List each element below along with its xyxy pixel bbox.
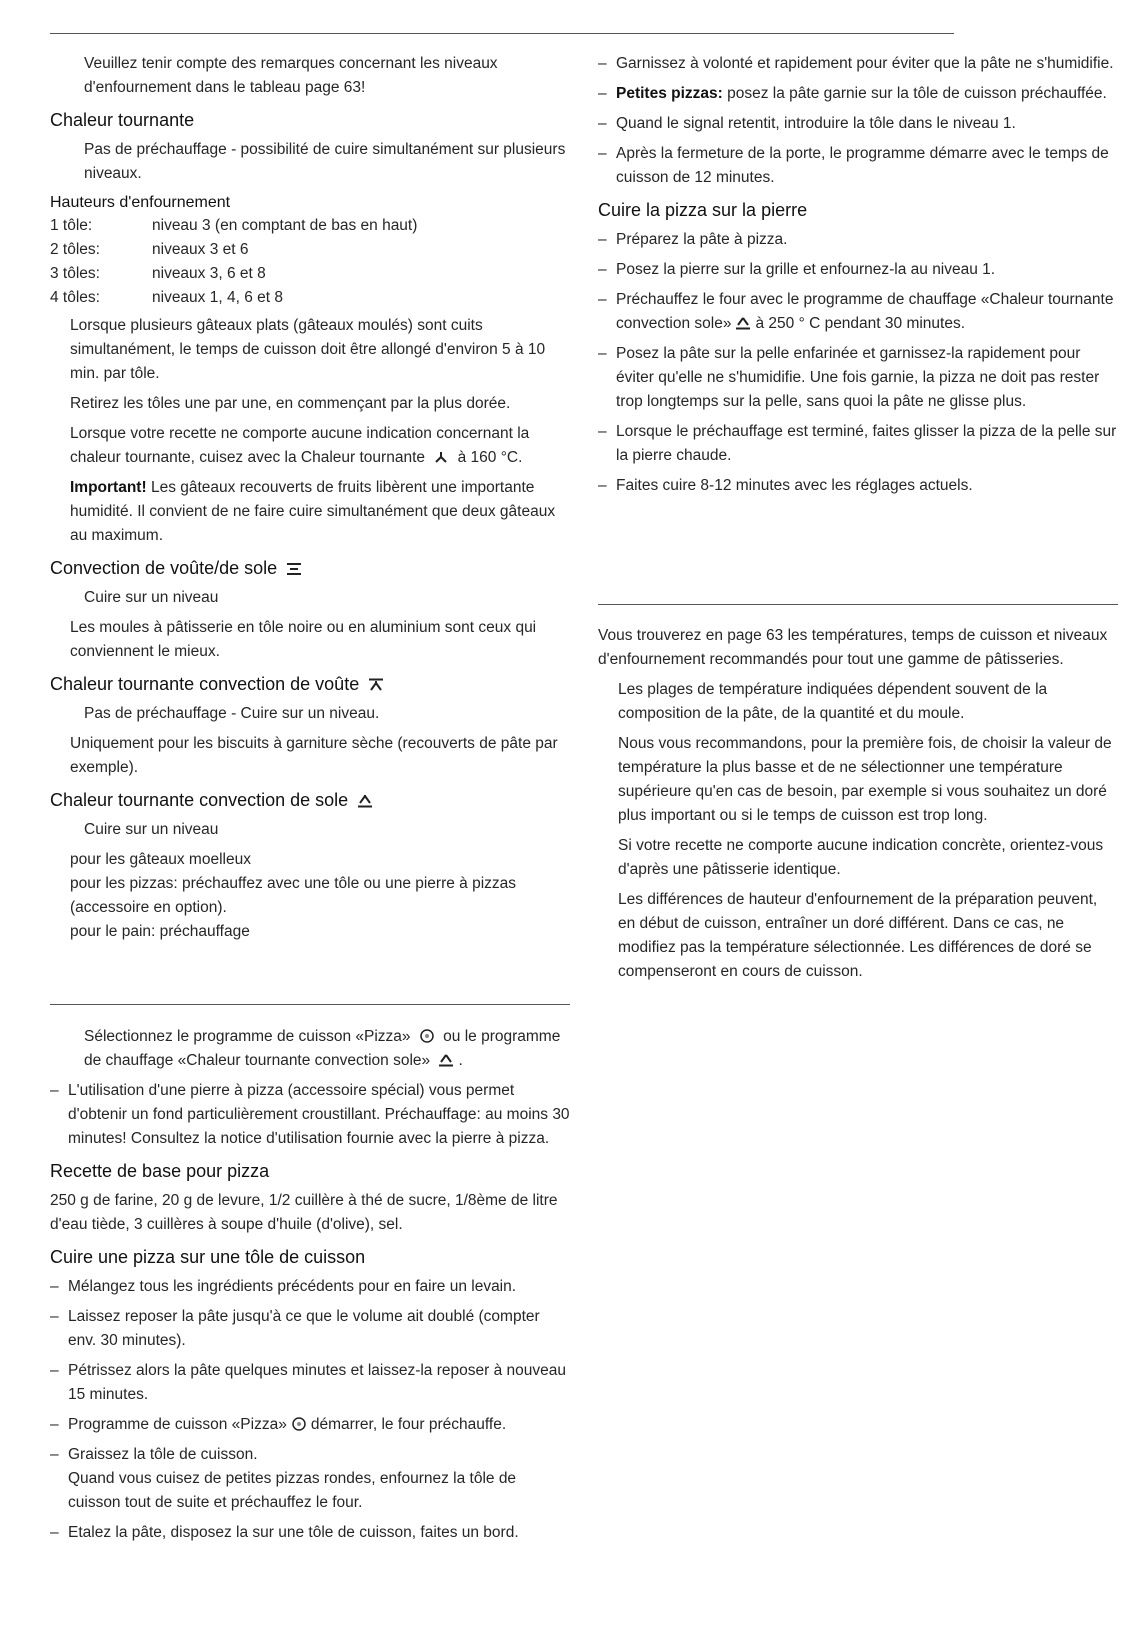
- tray-step-cont: [598, 52, 1118, 76]
- dash-bullet: –: [598, 477, 607, 494]
- stone-step: [598, 228, 1118, 252]
- tray-step-text: Pétrissez alors la pâte quelques minutes et laissez-la reposer à nouveau 15 minutes.: [68, 1362, 566, 1403]
- tray-step-text: [68, 1413, 570, 1437]
- stone-step-text: Faites cuire 8-12 minutes avec les réglages actuels.: [616, 477, 973, 494]
- stone-step: [598, 474, 1118, 498]
- heights-value: niveaux 1, 4, 6 et 8: [152, 289, 283, 306]
- stone-step: [598, 342, 1118, 414]
- tray-step-part: démarrer, le four préchauffe.: [310, 1416, 507, 1433]
- dash-bullet: –: [50, 1308, 59, 1325]
- stone-step-text: Lorsque le préchauffage est terminé, faites glisser la pizza de la pelle sur la pierre chaude.: [616, 423, 1117, 464]
- tip-paragraph: Si votre recette ne comporte aucune indication concrète, orientez-vous d'après une pâtisserie identique.: [618, 837, 1104, 878]
- top-bottom-title: Convection de voûte/de sole: [50, 558, 278, 578]
- dash-bullet: –: [50, 1362, 59, 1379]
- tray-step: [50, 1359, 570, 1407]
- heights-key: 3 tôles:: [50, 265, 100, 282]
- tip-paragraph: Les différences de hauteur d'enfournement de la préparation peuvent, en début de cuisson, entraîner un doré différent. Dans ce cas, ne modifiez pas la température sélectionnée. Les différences de doré se compenseront en cours de cuisson.: [618, 891, 1098, 980]
- pizza-icon: [419, 1029, 435, 1043]
- hot-air-fan-icon: [433, 450, 449, 464]
- tips-section-rule: [598, 604, 1118, 605]
- dash-bullet: –: [598, 423, 607, 440]
- dash-bullet: –: [50, 1278, 59, 1295]
- tray-step: [50, 1275, 570, 1299]
- stone-step-text: Préparez la pâte à pizza.: [616, 231, 788, 248]
- tray-step: [50, 1443, 570, 1515]
- hot-air-bottom-line: pour les pizzas: préchauffez avec une tôle ou une pierre à pizzas (accessoire en option).: [70, 875, 517, 916]
- heights-value: niveaux 3, 6 et 8: [152, 265, 266, 282]
- top-rule: [50, 33, 954, 34]
- tray-step-cont: [598, 82, 1118, 106]
- hot-air-bottom-heat-icon: [735, 316, 751, 330]
- tip-paragraph: Les plages de température indiquées dépendent souvent de la composition de la pâte, de la quantité et du moule.: [618, 681, 1048, 722]
- hot-air-p3: [50, 422, 570, 470]
- top-bottom-p1: Cuire sur un niveau: [84, 589, 219, 606]
- heights-value: niveaux 3 et 6: [152, 241, 249, 258]
- hot-air-p1: Lorsque plusieurs gâteaux plats (gâteaux moulés) sont cuits simultanément, le temps de cuisson doit être allongé d'environ 5 à 10 min. par tôle.: [70, 317, 546, 382]
- dash-bullet: –: [598, 261, 607, 278]
- recipe-text: 250 g de farine, 20 g de levure, 1/2 cuillère à thé de sucre, 1/8ème de litre d'eau tiède, 3 cuillères à soupe d'huile (d'olive), sel.: [50, 1192, 558, 1233]
- stone-step-part: Préchauffez le four avec le programme de chauffage «Chaleur tournante convection sole»: [616, 291, 1114, 332]
- right-column-tips: [598, 624, 1118, 990]
- left-column-pizza: [50, 1025, 570, 1551]
- tray-step-cont: [598, 142, 1118, 190]
- tray-step-text: Après la fermeture de la porte, le programme démarre avec le temps de cuisson de 12 minutes.: [616, 145, 1109, 186]
- pizza-select-text-2: ou le programme de chauffage «Chaleur tournante convection sole»: [84, 1028, 561, 1069]
- dash-bullet: –: [598, 115, 607, 132]
- heights-heading: Hauteurs d'enfournement: [50, 194, 231, 211]
- tray-step: [50, 1521, 570, 1545]
- hot-air-p3-temp: à 160 °C.: [457, 449, 523, 466]
- stone-step-part: à 250 ° C pendant 30 minutes.: [755, 315, 966, 332]
- dash-bullet: –: [598, 345, 607, 362]
- pizza-icon: [291, 1417, 307, 1431]
- tray-heading: Cuire une pizza sur une tôle de cuisson: [50, 1247, 366, 1267]
- hot-air-top-p1: Pas de préchauffage - Cuire sur un niveau.: [84, 705, 380, 722]
- tray-step-text: [68, 1443, 570, 1515]
- tray-step-text: Laissez reposer la pâte jusqu'à ce que le volume ait doublé (compter env. 30 minutes).: [68, 1308, 540, 1349]
- dash-bullet: –: [50, 1446, 59, 1463]
- right-column-upper: [598, 52, 1118, 504]
- hot-air-bottom-heat-icon: [357, 794, 373, 808]
- tips-intro: Vous trouverez en page 63 les températures, temps de cuisson et niveaux d'enfournement recommandés pour tout une gamme de pâtisseries.: [598, 627, 1108, 668]
- stone-step-text: Posez la pâte sur la pelle enfarinée et garnissez-la rapidement pour éviter qu'elle ne s'humidifie. Une fois garnie, la pizza ne doit pas rester trop longtemps sur la pelle, sans quoi la pâte ne glisse plus.: [616, 345, 1100, 410]
- tray-step-part: Programme de cuisson «Pizza»: [68, 1416, 287, 1433]
- heights-row: [50, 286, 570, 310]
- hot-air-bottom-line: pour le pain: préchauffage: [70, 923, 250, 940]
- small-pizzas-text: posez la pâte garnie sur la tôle de cuisson préchauffée.: [727, 85, 1107, 102]
- tray-step: [50, 1305, 570, 1353]
- small-pizzas-label: Petites pizzas:: [616, 85, 723, 102]
- tray-step-text: [616, 82, 1118, 106]
- stone-step-text: Posez la pierre sur la grille et enfournez-la au niveau 1.: [616, 261, 996, 278]
- recipe-heading: Recette de base pour pizza: [50, 1161, 270, 1181]
- tray-step: [50, 1413, 570, 1437]
- tray-step-text: Quand le signal retentit, introduire la tôle dans le niveau 1.: [616, 115, 1016, 132]
- heights-key: 1 tôle:: [50, 217, 93, 234]
- dash-bullet: –: [50, 1524, 59, 1541]
- pizza-select-text: Sélectionnez le programme de cuisson «Pizza»: [84, 1028, 411, 1045]
- important-note: [50, 476, 570, 548]
- hot-air-heading: Chaleur tournante: [50, 110, 195, 130]
- heights-key: 2 tôles:: [50, 241, 100, 258]
- pizza-select: [50, 1025, 570, 1073]
- hot-air-desc: Pas de préchauffage - possibilité de cuire simultanément sur plusieurs niveaux.: [84, 141, 566, 182]
- hot-air-top-title: Chaleur tournante convection de voûte: [50, 674, 360, 694]
- important-text: Les gâteaux recouverts de fruits libèrent une importante humidité. Il convient de ne faire cuire simultanément que deux gâteaux au maximum.: [70, 479, 556, 544]
- heights-table: [50, 214, 570, 310]
- tray-step-cont: [598, 112, 1118, 136]
- left-column-upper: [50, 52, 570, 944]
- tray-step-text: Etalez la pâte, disposez la sur une tôle de cuisson, faites un bord.: [68, 1524, 519, 1541]
- heights-row: [50, 262, 570, 286]
- dash-bullet: –: [598, 145, 607, 162]
- stone-heading: Cuire la pizza sur la pierre: [598, 200, 808, 220]
- dash-bullet: –: [598, 85, 607, 102]
- tray-step-part: Quand vous cuisez de petites pizzas rondes, enfournez la tôle de cuisson tout de suite et préchauffez le four.: [68, 1470, 517, 1511]
- stone-note: [50, 1079, 570, 1151]
- hot-air-bottom-line: pour les gâteaux moelleux: [70, 851, 251, 868]
- tip-paragraph: Nous vous recommandons, pour la première fois, de choisir la valeur de température la plus basse et de ne sélectionner une température supérieure qu'en cas de besoin, par exemple si vous souhaitez un doré plus important ou si le temps de cuisson est trop long.: [618, 735, 1112, 824]
- dash-bullet: –: [50, 1416, 59, 1433]
- hot-air-bottom-heading: [50, 788, 570, 812]
- top-bottom-heat-icon: [286, 562, 302, 576]
- hot-air-bottom-heat-icon: [438, 1053, 454, 1067]
- dash-bullet: –: [598, 231, 607, 248]
- dash-bullet: –: [598, 291, 607, 308]
- hot-air-top-heading: [50, 672, 570, 696]
- hot-air-p3-text: Lorsque votre recette ne comporte aucune indication concernant la chaleur tournante, cuisez avec la Chaleur tournante: [70, 425, 530, 466]
- stone-step-text: [616, 288, 1118, 336]
- top-bottom-p2: Les moules à pâtisserie en tôle noire ou en aluminium sont ceux qui conviennent le mieux.: [70, 619, 537, 660]
- stone-note-text: L'utilisation d'une pierre à pizza (accessoire spécial) vous permet d'obtenir un fond particulièrement croustillant. Préchauffage: au moins 30 minutes! Consultez la notice d'utilisation fournie avec la pierre à pizza.: [68, 1082, 570, 1147]
- intro-note: Veuillez tenir compte des remarques concernant les niveaux d'enfournement dans le tableau page 63!: [84, 55, 498, 96]
- heights-key: 4 tôles:: [50, 289, 100, 306]
- tray-step-text: Mélangez tous les ingrédients précédents pour en faire un levain.: [68, 1278, 517, 1295]
- hot-air-bottom-p1: Cuire sur un niveau: [84, 821, 219, 838]
- hot-air-top-p2: Uniquement pour les biscuits à garniture sèche (recouverts de pâte par exemple).: [70, 735, 558, 776]
- dash-bullet: –: [50, 1082, 59, 1099]
- tray-step-part: Graissez la tôle de cuisson.: [68, 1446, 258, 1463]
- hot-air-bottom-list: [50, 848, 570, 944]
- tray-step-text: Garnissez à volonté et rapidement pour éviter que la pâte ne s'humidifie.: [616, 55, 1114, 72]
- hot-air-top-heat-icon: [368, 678, 384, 692]
- pizza-section-rule: [50, 1004, 570, 1005]
- top-bottom-heading: [50, 556, 570, 580]
- hot-air-bottom-title: Chaleur tournante convection de sole: [50, 790, 349, 810]
- dash-bullet: –: [598, 55, 607, 72]
- heights-row: [50, 214, 570, 238]
- hot-air-p2: Retirez les tôles une par une, en commençant par la plus dorée.: [70, 395, 511, 412]
- stone-step: [598, 258, 1118, 282]
- stone-step: [598, 288, 1118, 336]
- heights-value: niveau 3 (en comptant de bas en haut): [152, 217, 418, 234]
- important-label: Important!: [70, 479, 147, 496]
- heights-row: [50, 238, 570, 262]
- stone-step: [598, 420, 1118, 468]
- pizza-select-end: .: [458, 1052, 463, 1069]
